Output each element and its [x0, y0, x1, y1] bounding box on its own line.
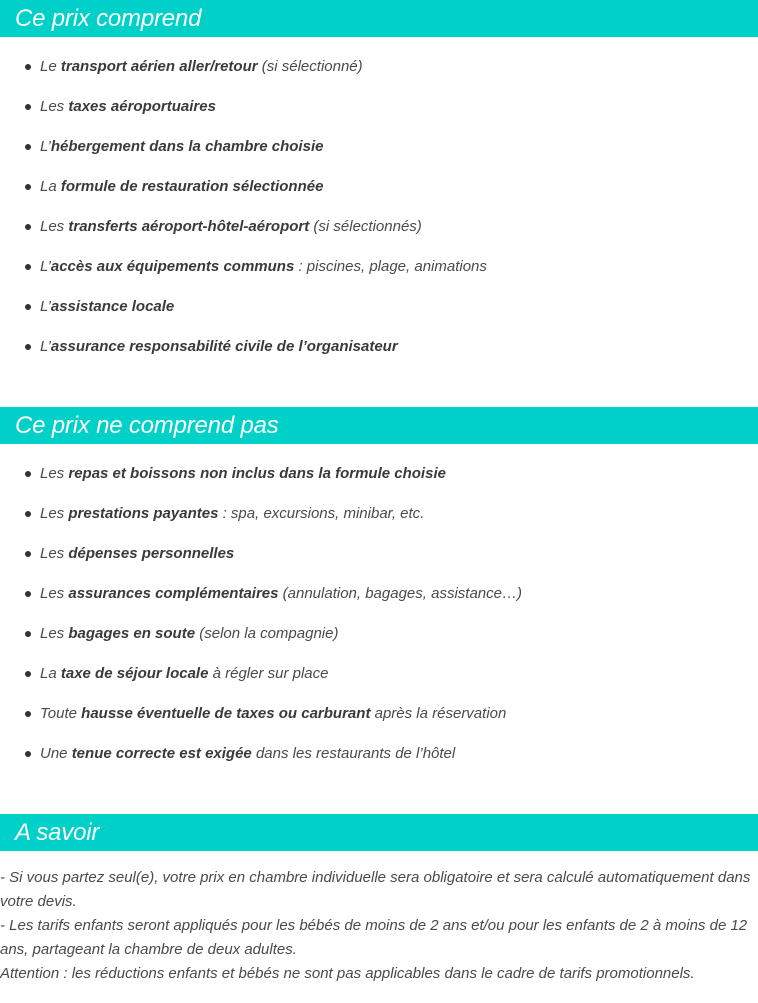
- list-item: [0, 504, 758, 544]
- list-item: [0, 257, 758, 297]
- item-bold: tenue correcte est exigée: [71, 745, 252, 762]
- list-item: [0, 624, 758, 664]
- bullet-icon: [25, 671, 31, 677]
- item-prefix: L’: [40, 258, 51, 275]
- item-suffix: : piscines, plage, animations: [294, 258, 487, 275]
- list-item: [0, 544, 758, 584]
- item-bold: bagages en soute: [68, 625, 196, 642]
- item-bold: hausse éventuelle de taxes ou carburant: [81, 705, 371, 722]
- item-bold: assurances complémentaires: [68, 585, 279, 602]
- bullet-icon: [25, 511, 31, 517]
- savoir-line-children: - Les tarifs enfants seront appliqués pour les bébés de moins de 2 ans et/ou pour les enfants de 2 à moins de 12 ans, partageant la chambre de deux adultes.: [0, 917, 748, 958]
- item-suffix: après la réservation: [370, 705, 507, 722]
- savoir-text-block: [0, 866, 756, 986]
- item-suffix: : spa, excursions, minibar, etc.: [218, 505, 425, 522]
- item-bold: accès aux équipements communs: [50, 258, 295, 275]
- bullet-icon: [25, 64, 31, 70]
- item-prefix: Une: [40, 745, 72, 762]
- savoir-line-solo: - Si vous partez seul(e), votre prix en chambre individuelle sera obligatoire et sera calculé automatiquement dans votre devis.: [0, 869, 751, 910]
- bullet-icon: [25, 224, 31, 230]
- item-prefix: Les: [40, 218, 69, 235]
- item-prefix: Les: [40, 465, 69, 482]
- item-suffix: à régler sur place: [208, 665, 329, 682]
- item-bold: formule de restauration sélectionnée: [60, 178, 324, 195]
- item-suffix: dans les restaurants de l’hôtel: [251, 745, 456, 762]
- item-bold: assurance responsabilité civile de l’organisateur: [50, 338, 398, 355]
- list-item: [0, 337, 758, 377]
- item-bold: repas et boissons non inclus dans la formule choisie: [68, 465, 446, 482]
- item-prefix: La: [40, 665, 61, 682]
- list-item: [0, 297, 758, 337]
- item-bold: taxe de séjour locale: [60, 665, 209, 682]
- bullet-icon: [25, 551, 31, 557]
- included-section-title: Ce prix comprend: [15, 5, 202, 32]
- bullet-icon: [25, 591, 31, 597]
- bullet-icon: [25, 344, 31, 350]
- item-bold: assistance locale: [50, 298, 175, 315]
- item-prefix: L’: [40, 298, 51, 315]
- list-item: [0, 217, 758, 257]
- item-prefix: Les: [40, 505, 69, 522]
- bullet-icon: [25, 264, 31, 270]
- item-prefix: Toute: [40, 705, 82, 722]
- item-prefix: Les: [40, 625, 69, 642]
- included-list: [0, 57, 758, 377]
- list-item: [0, 97, 758, 137]
- excluded-list: [0, 464, 758, 784]
- item-suffix: (si sélectionné): [257, 58, 363, 75]
- list-item: [0, 704, 758, 744]
- list-item: [0, 137, 758, 177]
- item-prefix: La: [40, 178, 61, 195]
- savoir-section-title: A savoir: [15, 819, 100, 846]
- savoir-section-header: [0, 814, 758, 851]
- list-item: [0, 464, 758, 504]
- excluded-section-header: [0, 407, 758, 444]
- item-bold: dépenses personnelles: [68, 545, 235, 562]
- bullet-icon: [25, 471, 31, 477]
- item-bold: prestations payantes: [68, 505, 219, 522]
- included-section-header: [0, 0, 758, 37]
- item-prefix: Les: [40, 585, 69, 602]
- item-suffix: (selon la compagnie): [195, 625, 339, 642]
- item-bold: taxes aéroportuaires: [68, 98, 216, 115]
- bullet-icon: [25, 751, 31, 757]
- item-prefix: L’: [40, 138, 51, 155]
- item-prefix: Le: [40, 58, 61, 75]
- list-item: [0, 57, 758, 97]
- item-bold: transport aérien aller/retour: [60, 58, 258, 75]
- excluded-section-title: Ce prix ne comprend pas: [15, 412, 279, 439]
- list-item: [0, 177, 758, 217]
- item-prefix: Les: [40, 545, 69, 562]
- bullet-icon: [25, 631, 31, 637]
- item-suffix: (si sélectionnés): [309, 218, 422, 235]
- bullet-icon: [25, 104, 31, 110]
- list-item: [0, 584, 758, 624]
- bullet-icon: [25, 711, 31, 717]
- savoir-line-attention: Attention : les réductions enfants et bébés ne sont pas applicables dans le cadre de tarifs promotionnels.: [0, 965, 695, 982]
- item-suffix: (annulation, bagages, assistance…): [278, 585, 522, 602]
- bullet-icon: [25, 304, 31, 310]
- list-item: [0, 744, 758, 784]
- item-prefix: Les: [40, 98, 69, 115]
- bullet-icon: [25, 144, 31, 150]
- item-bold: hébergement dans la chambre choisie: [50, 138, 324, 155]
- bullet-icon: [25, 184, 31, 190]
- item-prefix: L’: [40, 338, 51, 355]
- item-bold: transferts aéroport-hôtel-aéroport: [68, 218, 310, 235]
- list-item: [0, 664, 758, 704]
